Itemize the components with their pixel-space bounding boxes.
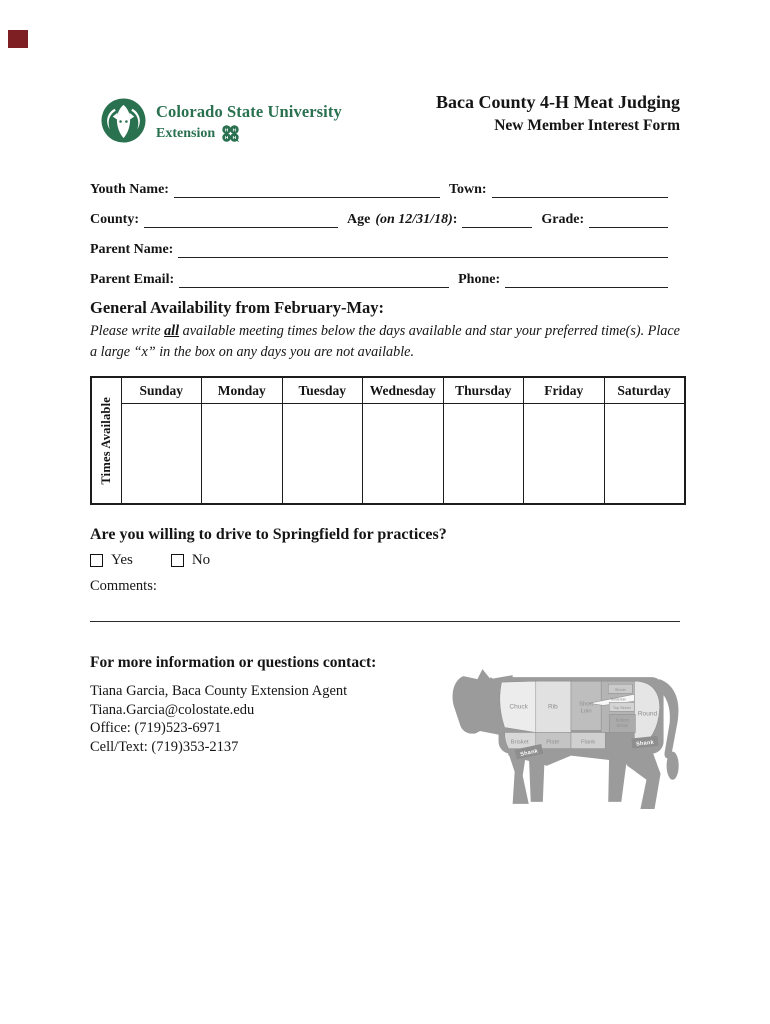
day-header-friday: Friday (524, 377, 605, 404)
label-flank: Flank (580, 739, 596, 746)
parent-email-phone-row (90, 266, 668, 288)
yes-option[interactable] (90, 552, 133, 569)
instructions-part1: Please write (90, 323, 161, 339)
day-header-monday: Monday (202, 377, 283, 404)
logo-text (156, 97, 342, 143)
age-blank[interactable] (462, 210, 532, 228)
age-label: Age (347, 212, 371, 227)
time-slot-tuesday[interactable] (282, 404, 363, 505)
label-short-loin-1: Short (579, 701, 594, 708)
no-checkbox[interactable] (171, 554, 184, 567)
label-bottom-sirloin-1: Bottom (615, 717, 630, 723)
logo-extension-label: Extension (156, 125, 216, 141)
label-sirloin: Sirloin (614, 687, 626, 693)
logo-university-name: Colorado State University (156, 102, 342, 121)
beef-cuts-diagram (450, 655, 692, 816)
label-short-loin-2: Loin (580, 708, 592, 715)
label-bottom-sirloin-2: Sirloin (616, 722, 629, 728)
availability-heading: General Availability from February-May: (90, 298, 385, 317)
clover-h: H (225, 128, 229, 134)
town-label: Town: (448, 182, 487, 197)
grade-blank[interactable] (589, 210, 668, 228)
parent-name-blank[interactable] (178, 240, 668, 258)
instructions-part2: available meeting times below the days available and star your preferred time(s). Place a large “x” in the box on any days you are not available. (90, 323, 680, 360)
time-slot-thursday[interactable] (443, 404, 524, 505)
age-colon: : (452, 212, 458, 227)
label-plate: Plate (546, 739, 560, 746)
grade-label: Grade: (541, 212, 585, 227)
yes-checkbox[interactable] (90, 554, 103, 567)
csu-ram-icon (100, 97, 147, 144)
label-tenderloin: Tenderloin (610, 697, 627, 702)
contact-heading: For more information or questions contact: (90, 654, 377, 671)
yes-no-row (90, 552, 447, 569)
clover-h: H (232, 136, 237, 142)
four-h-clover-icon (221, 124, 240, 143)
form-title (436, 92, 680, 135)
time-slot-monday[interactable] (202, 404, 283, 505)
youth-name-blank[interactable] (174, 180, 440, 198)
springfield-question-section (90, 526, 447, 569)
time-slot-saturday[interactable] (604, 404, 685, 505)
county-age-grade-row (90, 206, 668, 228)
time-slot-sunday[interactable] (121, 404, 202, 505)
day-header-sunday: Sunday (121, 377, 202, 404)
availability-instructions (90, 321, 686, 363)
parent-email-blank[interactable] (179, 270, 449, 288)
phone-blank[interactable] (505, 270, 668, 288)
form-title-line1: Baca County 4-H Meat Judging (435, 92, 680, 112)
day-header-saturday: Saturday (604, 377, 685, 404)
comments-blank[interactable] (90, 595, 680, 622)
time-slot-friday[interactable] (524, 404, 605, 505)
availability-section (90, 298, 686, 505)
day-header-thursday: Thursday (443, 377, 524, 404)
times-available-label: Times Available (98, 396, 113, 485)
time-slot-wednesday[interactable] (363, 404, 444, 505)
label-top-sirloin: Top Sirloin (612, 705, 631, 710)
youth-name-label: Youth Name: (90, 182, 169, 197)
contact-agent-name: Tiana Garcia, Baca County Extension Agent (90, 683, 348, 699)
county-blank[interactable] (144, 210, 338, 228)
contact-section (90, 654, 460, 756)
corner-marker (8, 30, 28, 48)
town-blank[interactable] (492, 180, 668, 198)
contact-cell-phone: Cell/Text: (719)353-2137 (90, 738, 239, 755)
personal-info-fields (90, 176, 668, 288)
clover-h: H (232, 128, 237, 134)
availability-table (90, 376, 686, 505)
parent-name-label: Parent Name: (90, 242, 174, 257)
contact-office-phone: Office: (719)523-6971 (90, 720, 222, 736)
phone-label: Phone: (458, 272, 501, 287)
no-label: No (191, 552, 211, 568)
label-chuck: Chuck (509, 703, 528, 711)
county-label: County: (90, 212, 140, 227)
parent-email-label: Parent Email: (90, 272, 175, 287)
parent-name-row (90, 236, 668, 258)
comments-label: Comments: (90, 578, 157, 594)
label-brisket: Brisket (510, 739, 529, 746)
springfield-question: Are you willing to drive to Springfield for practices? (90, 526, 447, 543)
clover-h: H (225, 136, 229, 142)
no-option[interactable] (171, 552, 210, 569)
times-available-header-cell (91, 377, 121, 504)
youth-name-row (90, 176, 668, 198)
contact-email: Tiana.Garcia@colostate.edu (90, 701, 255, 718)
label-shank-rear: Shank (635, 739, 655, 748)
label-rib: Rib (547, 703, 558, 711)
age-note: (on 12/31/18) (375, 212, 453, 227)
label-round: Round (637, 710, 658, 718)
comments-section (90, 578, 680, 622)
day-header-wednesday: Wednesday (363, 377, 444, 404)
csu-extension-logo (100, 97, 342, 144)
form-title-line2: New Member Interest Form (494, 117, 680, 134)
day-header-tuesday: Tuesday (282, 377, 363, 404)
label-shank-front: Shank (519, 748, 539, 758)
instructions-all-emphasis: all (164, 323, 180, 339)
yes-label: Yes (111, 552, 133, 568)
